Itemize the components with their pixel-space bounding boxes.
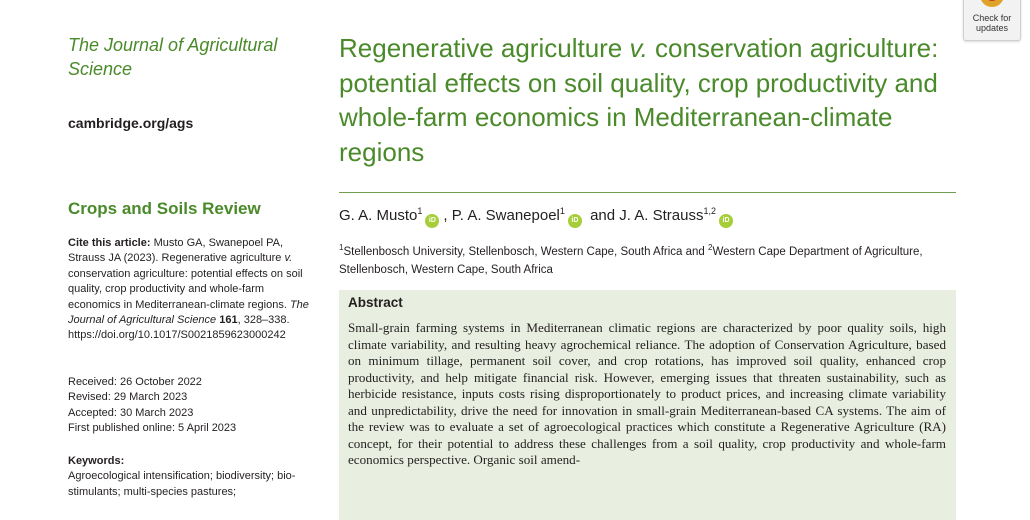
keywords-text: Agroecological intensification; biodiversity; bio-stimulants; multi-species pastures; [68, 470, 296, 498]
publication-dates [68, 375, 318, 437]
title-v: v. [629, 33, 648, 63]
author-affiliation-sup: 1,2 [703, 206, 716, 216]
title-part-b: conservation agriculture: potential effects on soil quality, crop productivity and whole-farm economics in Mediterranean-climate regions [339, 33, 939, 167]
orcid-icon[interactable]: iD [568, 214, 582, 228]
orcid-icon[interactable]: iD [425, 214, 439, 228]
date-revised: Revised: 29 March 2023 [68, 391, 188, 404]
cite-volume: 161 [219, 314, 238, 327]
author-name[interactable]: J. A. Strauss [619, 207, 704, 224]
affiliation-2: Western Cape Department of Agriculture, Stellenbosch, Western Cape, South Africa [339, 245, 923, 276]
author-conjunction: and [590, 207, 616, 224]
abstract-heading: Abstract [348, 295, 403, 310]
author-name[interactable]: G. A. Musto [339, 207, 418, 224]
journal-site-link[interactable]: cambridge.org/ags [68, 115, 194, 131]
cite-journal: The Journal of Agricultural Science [68, 298, 309, 327]
author-list: G. A. Musto$^1$iD , P. A. Swanepoel$^1$iD and J. A. Strauss$^{1,2}$iD [339, 201, 737, 228]
title-part-a: Regenerative agriculture [339, 33, 623, 63]
affiliation-sup: 1 [339, 243, 344, 252]
cite-label: Cite this article: [68, 237, 151, 249]
keywords-label: Keywords: [68, 455, 125, 467]
affiliation-1: Stellenbosch University, Stellenbosch, Western Cape, South Africa and [343, 245, 705, 258]
date-received: Received: 26 October 2022 [68, 376, 202, 388]
cite-text-2: conservation agriculture: potential effects on soil quality, crop productivity and whole-farm economics in Mediterranean-climate regions. [68, 267, 303, 311]
orcid-icon[interactable]: iD [719, 214, 733, 228]
crossmark-icon [980, 0, 1004, 7]
citation-block [68, 236, 318, 344]
affiliation-sup: 2 [708, 243, 713, 252]
affiliations [339, 239, 969, 279]
date-published: First published online: 5 April 2023 [68, 422, 237, 435]
cite-v: v. [284, 252, 293, 265]
author-affiliation-sup: 1 [417, 206, 423, 216]
check-for-updates-button[interactable] [963, 0, 1021, 41]
date-accepted: Accepted: 30 March 2023 [68, 406, 194, 419]
check-for-updates-label: Check for updates [972, 13, 1012, 33]
keywords-block [68, 454, 318, 500]
cite-text: Musto GA, Swanepoel PA, Strauss JA (2023). Regenerative agriculture [68, 237, 284, 265]
author-affiliation-sup: 1 [559, 206, 565, 216]
journal-name[interactable]: The Journal of Agricultural Science [68, 35, 278, 79]
author-name[interactable]: P. A. Swanepoel [451, 207, 560, 224]
abstract-text: Small-grain farming systems in Mediterranean climatic regions are characterized by poor quality soils, high climate variability, and resulting heavy agrochemical reliance. The adoption of Conservation Agriculture, based on minimum tillage, permanent soil cover, and crop rotations, has improved soil quality, enhanced crop productivity, and help mitigate financial risk. However, emerging issues that threaten sustainability, such as herbicide resistance, inputs costs rising disproportionately to product prices, and increasing climate variability and unpredictability, drive the need for innovation in small-grain Mediterranean-based CA systems. The aim of the review was to evaluate a set of agroecological practices which constitute a Regenerative Agriculture (RA) concept, for their potential to address these challenges from a soil quality, crop productivity and whole-farm economics perspective. Organic soil amend- [348, 320, 946, 467]
article-title [339, 31, 979, 169]
article-type: Crops and Soils Review [68, 199, 261, 218]
abstract-panel [339, 290, 956, 520]
title-divider [339, 192, 956, 193]
cite-doi[interactable]: , 328–338. https://doi.org/10.1017/S0021859623000242 [68, 314, 290, 342]
